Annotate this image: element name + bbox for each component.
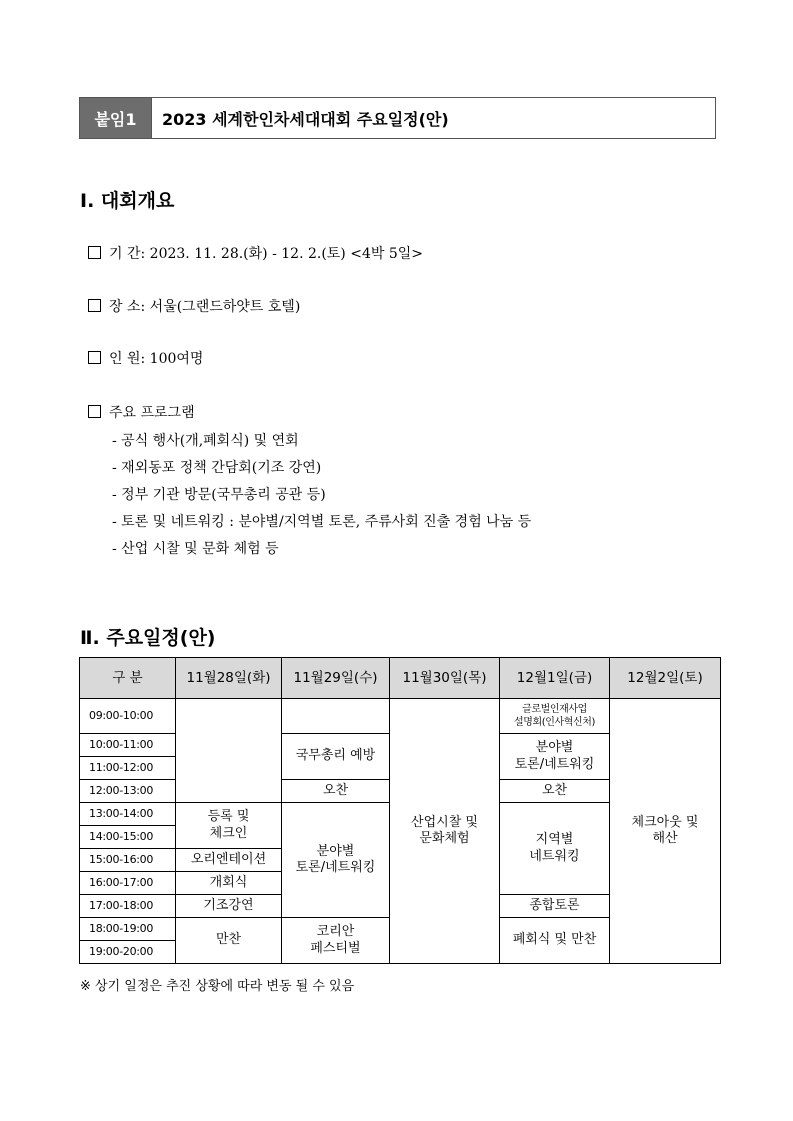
- time-cell: 09:00-10:00: [80, 699, 176, 734]
- program-item: - 재외동포 정책 간담회(기조 강연): [112, 460, 322, 476]
- venue-text: 장 소: 서울(그랜드하얏트 호텔): [109, 299, 301, 315]
- participants-text: 인 원: 100여명: [109, 351, 204, 367]
- overview-venue: [88, 296, 300, 316]
- schedule-cell: 오리엔테이션: [176, 849, 282, 872]
- schedule-cell: 오찬: [282, 780, 390, 803]
- time-cell: 10:00-11:00: [80, 734, 176, 757]
- document-title: 2023 세계한인차세대대회 주요일정(안): [162, 109, 449, 129]
- time-cell: 17:00-18:00: [80, 895, 176, 918]
- header-cell: 11월28일(화): [176, 658, 282, 699]
- schedule-cell: 개회식: [176, 872, 282, 895]
- checkbox-icon: [88, 246, 101, 259]
- schedule-cell: 체크아웃 및 해산: [610, 699, 721, 964]
- footnote: ※ 상기 일정은 추진 상황에 따라 변동 될 수 있음: [80, 979, 355, 994]
- schedule-cell: 등록 및 체크인: [176, 803, 282, 849]
- time-cell: 14:00-15:00: [80, 826, 176, 849]
- overview-programs: [88, 402, 195, 422]
- program-item: - 토론 및 네트워킹 : 분야별/지역별 토론, 주류사회 진출 경험 나눔 등: [112, 514, 532, 530]
- checkbox-icon: [88, 351, 101, 364]
- period-text: 기 간: 2023. 11. 28.(화) - 12. 2.(토) <4박 5일>: [109, 246, 423, 262]
- schedule-cell: 산업시찰 및 문화체험: [390, 699, 500, 964]
- checkbox-icon: [88, 299, 101, 312]
- section-title-overview: Ⅰ. 대회개요: [80, 190, 175, 212]
- schedule-cell: 종합토론: [500, 895, 610, 918]
- attachment-tag: 붙임1: [80, 98, 152, 138]
- schedule-cell: 기조강연: [176, 895, 282, 918]
- table-header-row: [80, 658, 721, 699]
- schedule-cell: 분야별 토론/네트워킹: [500, 734, 610, 780]
- programs-heading: 주요 프로그램: [109, 405, 195, 421]
- overview-participants: [88, 348, 203, 368]
- schedule-cell: 글로벌인재사업 설명회(인사혁신처): [500, 699, 610, 734]
- header-cell: 구 분: [80, 658, 176, 699]
- schedule-cell: 국무총리 예방: [282, 734, 390, 780]
- header-cell: 12월1일(금): [500, 658, 610, 699]
- schedule-cell-empty: [176, 699, 282, 803]
- schedule-cell: 분야별 토론/네트워킹: [282, 803, 390, 918]
- schedule-cell: 오찬: [500, 780, 610, 803]
- program-item: - 공식 행사(개,폐회식) 및 연회: [112, 433, 299, 449]
- time-cell: 16:00-17:00: [80, 872, 176, 895]
- overview-period: [88, 243, 423, 263]
- program-item: - 정부 기관 방문(국무총리 공관 등): [112, 487, 326, 503]
- schedule-cell: 지역별 네트워킹: [500, 803, 610, 895]
- schedule-table: [79, 657, 721, 964]
- header-cell: 12월2일(토): [610, 658, 721, 699]
- schedule-cell: 만찬: [176, 918, 282, 964]
- time-cell: 18:00-19:00: [80, 918, 176, 941]
- time-cell: 13:00-14:00: [80, 803, 176, 826]
- schedule-cell-empty: [282, 699, 390, 734]
- header-cell: 11월30일(목): [390, 658, 500, 699]
- section-title-schedule: Ⅱ. 주요일정(안): [80, 627, 216, 649]
- time-cell: 12:00-13:00: [80, 780, 176, 803]
- time-cell: 15:00-16:00: [80, 849, 176, 872]
- attachment-header: [79, 97, 716, 139]
- time-cell: 11:00-12:00: [80, 757, 176, 780]
- header-cell: 11월29일(수): [282, 658, 390, 699]
- schedule-cell: 폐회식 및 만찬: [500, 918, 610, 964]
- schedule-cell: 코리안 페스티벌: [282, 918, 390, 964]
- checkbox-icon: [88, 405, 101, 418]
- table-row: [80, 699, 721, 734]
- program-item: - 산업 시찰 및 문화 체험 등: [112, 541, 279, 557]
- time-cell: 19:00-20:00: [80, 941, 176, 964]
